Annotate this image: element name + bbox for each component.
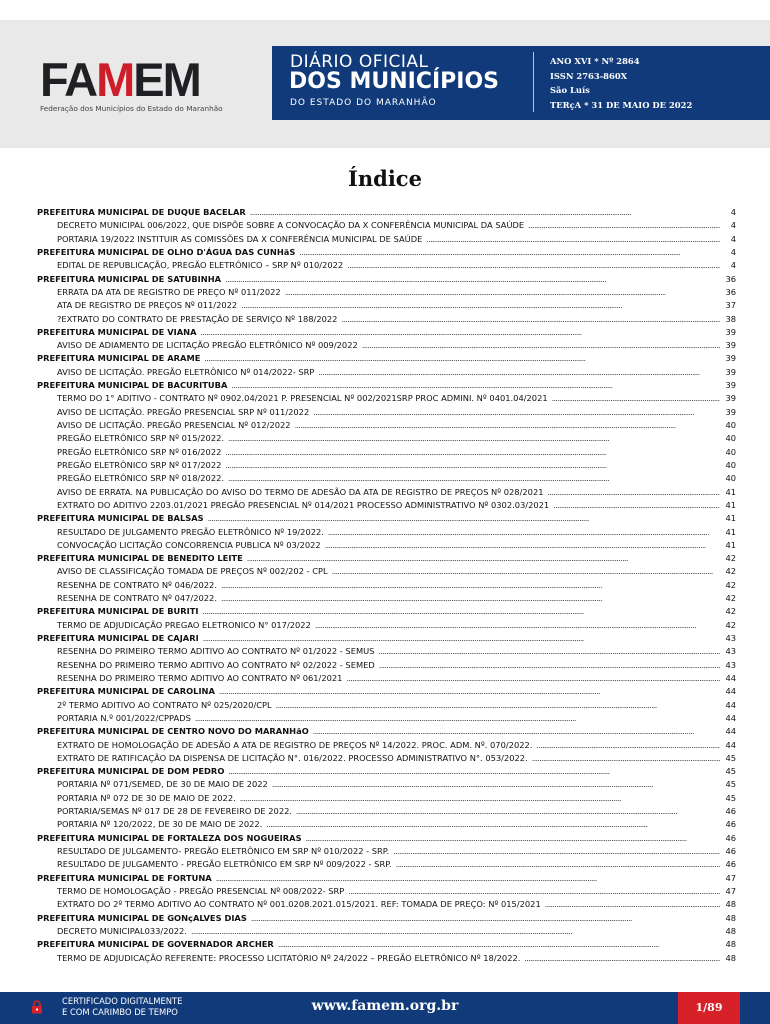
toc-page-number: 46 xyxy=(725,859,736,870)
toc-page-number: 39 xyxy=(725,380,736,391)
toc-dot-leader xyxy=(191,925,720,938)
toc-page-number: 47 xyxy=(725,872,736,883)
toc-entry-label: PREFEITURA MUNICIPAL DE SATUBINHA xyxy=(37,273,222,284)
toc-dot-leader xyxy=(532,752,720,765)
edition-number: ANO XVI * Nº 2864 xyxy=(550,56,640,66)
toc-page-number: 42 xyxy=(725,566,736,577)
toc-dot-leader xyxy=(272,778,720,791)
toc-entry-label: AVISO DE LICITAÇÃO. PREGÃO PRESENCIAL Nº 012/2022 xyxy=(57,420,291,430)
toc-entry-label: EXTRATO DE HOMOLOGAÇÃO DE ADESÃO A ATA DE REGISTRO DE PREÇOS Nº 14/2022. PROC. ADM. Nº. 070/2022. xyxy=(57,739,533,750)
toc-page-number: 42 xyxy=(725,593,736,604)
logo-part-3: EM xyxy=(133,53,200,106)
toc-section-entry[interactable] xyxy=(37,725,736,738)
toc-entry-label: PORTARIA/SEMAS Nº 017 DE 28 DE FEVEREIRO DE 2022. xyxy=(57,806,293,817)
toc-entry[interactable] xyxy=(37,539,736,552)
toc-dot-leader xyxy=(332,565,720,578)
toc-entry[interactable] xyxy=(37,752,736,765)
toc-dot-leader xyxy=(231,379,720,392)
toc-dot-leader xyxy=(203,632,720,645)
toc-dot-leader xyxy=(318,366,720,379)
toc-dot-leader xyxy=(328,526,720,539)
famem-logo xyxy=(40,53,240,116)
toc-page-number: 44 xyxy=(725,739,736,750)
toc-dot-leader xyxy=(195,712,720,725)
toc-entry-label: PORTARIA N.º 001/2022/CPPADS xyxy=(57,712,191,723)
toc-page-number: 41 xyxy=(725,526,736,537)
toc-entry-label: RESENHA DO PRIMEIRO TERMO ADITIVO AO CONTRATO Nº 01/2022 - SEMUS xyxy=(57,646,375,657)
diario-title-line1: DIÁRIO OFICIAL xyxy=(290,52,429,72)
toc-entry-label: PREFEITURA MUNICIPAL DE FORTALEZA DOS NOGUEIRAS xyxy=(37,832,302,843)
toc-section-entry[interactable] xyxy=(37,352,736,365)
toc-dot-leader xyxy=(426,233,720,246)
toc-page-number: 43 xyxy=(725,646,736,657)
toc-entry-label: PREFEITURA MUNICIPAL DE DOM PEDRO xyxy=(37,766,225,777)
toc-entry-label: RESULTADO DE JULGAMENTO PREGÃO ELETRÔNICO Nº 19/2022. xyxy=(57,526,324,537)
toc-entry-label: TERMO DO 1° ADITIVO - CONTRATO Nº 0902.04/2021 P. PRESENCIAL Nº 002/2021SRP PROC ADMINI. Nº 0401.04/2021 xyxy=(57,393,548,404)
toc-page-number: 4 xyxy=(730,260,736,271)
toc-entry[interactable] xyxy=(37,432,736,445)
toc-entry-label: DECRETO MUNICIPAL033/2022. xyxy=(57,925,187,936)
toc-dot-leader xyxy=(221,579,720,592)
toc-dot-leader xyxy=(266,818,720,831)
toc-entry-label: AVISO DE CLASSIFICAÇÃO TOMADA DE PREÇOS Nº 002/202 - CPL xyxy=(57,566,328,577)
toc-page-number: 42 xyxy=(725,579,736,590)
toc-entry-label: PREGÃO ELETRÔNICO SRP Nº 017/2022 xyxy=(57,459,222,470)
toc-entry-label: EDITAL DE REPUBLICAÇÃO, PREGÃO ELETRÔNICO – SRP Nº 010/2022 xyxy=(57,260,344,271)
toc-page-number: 48 xyxy=(725,925,736,936)
toc-section-entry[interactable] xyxy=(37,832,736,845)
toc-entry[interactable] xyxy=(37,526,736,539)
toc-page-number: 39 xyxy=(725,366,736,377)
toc-entry[interactable] xyxy=(37,313,736,326)
toc-entry-label: PREFEITURA MUNICIPAL DE CENTRO NOVO DO MARANHãO xyxy=(37,726,309,737)
toc-page-number: 4 xyxy=(730,246,736,257)
toc-entry-label: EXTRATO DO 2º TERMO ADITIVO AO CONTRATO Nº 001.0208.2021.015/2021. REF: TOMADA DE PREÇO: Nº 015/2021 xyxy=(57,899,541,910)
toc-page-number: 44 xyxy=(725,699,736,710)
toc-entry-label: PREFEITURA MUNICIPAL DE CAROLINA xyxy=(37,686,215,697)
toc-entry-label: PORTARIA Nº 120/2022, DE 30 DE MAIO DE 2022. xyxy=(57,819,263,830)
toc-entry[interactable] xyxy=(37,619,736,632)
toc-section-entry[interactable] xyxy=(37,326,736,339)
toc-entry-label: PREFEITURA MUNICIPAL DE FORTUNA xyxy=(37,872,212,883)
toc-page-number: 41 xyxy=(725,499,736,510)
toc-section-entry[interactable] xyxy=(37,912,736,925)
toc-entry-label: RESENHA DE CONTRATO Nº 047/2022. xyxy=(57,593,217,604)
toc-dot-leader xyxy=(325,539,720,552)
toc-entry-label: PREGÃO ELETRÔNICO SRP Nº 015/2022. xyxy=(57,433,225,444)
toc-page-number: 4 xyxy=(730,220,736,231)
toc-entry[interactable] xyxy=(37,858,736,871)
logo-subtitle: Federação dos Municípios do Estado do Maranhão xyxy=(40,104,223,113)
toc-page-number: 45 xyxy=(725,779,736,790)
toc-page-number: 48 xyxy=(725,912,736,923)
toc-dot-leader xyxy=(228,472,720,485)
toc-dot-leader xyxy=(553,499,720,512)
toc-dot-leader xyxy=(528,219,720,232)
toc-dot-leader xyxy=(250,206,720,219)
toc-dot-leader xyxy=(393,845,720,858)
logo-part-2: M xyxy=(96,53,134,106)
toc-page-number: 46 xyxy=(725,846,736,856)
toc-entry-label: 2º TERMO ADITIVO AO CONTRATO Nº 025/2020/CPL xyxy=(57,699,272,710)
toc-entry[interactable] xyxy=(37,472,736,485)
toc-entry[interactable] xyxy=(37,446,736,459)
toc-dot-leader xyxy=(313,725,720,738)
toc-dot-leader xyxy=(276,699,720,712)
toc-section-entry[interactable] xyxy=(37,246,736,259)
toc-entry-label: PREFEITURA MUNICIPAL DE CAJARI xyxy=(37,633,199,643)
toc-entry[interactable] xyxy=(37,339,736,352)
toc-page-number: 46 xyxy=(725,819,736,830)
toc-section-entry[interactable] xyxy=(37,206,736,219)
toc-dot-leader xyxy=(315,619,720,632)
toc-dot-leader xyxy=(299,246,720,259)
toc-dot-leader xyxy=(219,685,720,698)
toc-entry-label: PREGÃO ELETRÔNICO SRP Nº 016/2022 xyxy=(57,446,222,457)
toc-page-number: 38 xyxy=(725,313,736,324)
toc-entry[interactable] xyxy=(37,778,736,791)
toc-entry-label: PORTARIA Nº 071/SEMED, DE 30 DE MAIO DE 2022 xyxy=(57,779,268,790)
toc-entry-label: PREFEITURA MUNICIPAL DE BACURITUBA xyxy=(37,380,228,391)
toc-dot-leader xyxy=(348,885,720,898)
toc-entry[interactable] xyxy=(37,406,736,419)
table-of-contents xyxy=(37,206,736,965)
toc-entry[interactable] xyxy=(37,792,736,805)
toc-entry-label: PREGÃO ELETRÔNICO SRP Nº 018/2022. xyxy=(57,473,225,484)
toc-entry[interactable] xyxy=(37,565,736,578)
toc-entry-label: ERRATA DA ATA DE REGISTRO DE PREÇO Nº 011/2022 xyxy=(57,286,281,297)
toc-page-number: 43 xyxy=(725,633,736,643)
toc-page-number: 40 xyxy=(725,420,736,430)
toc-entry-label: PREFEITURA MUNICIPAL DE OLHO D'ÁGUA DAS CUNHãS xyxy=(37,246,296,257)
toc-entry[interactable] xyxy=(37,925,736,938)
toc-entry-label: PREFEITURA MUNICIPAL DE GONçALVES DIAS xyxy=(37,912,247,923)
toc-page-number: 41 xyxy=(725,539,736,550)
toc-page-number: 39 xyxy=(725,406,736,417)
toc-dot-leader xyxy=(306,832,720,845)
toc-dot-leader xyxy=(216,872,720,885)
toc-entry[interactable] xyxy=(37,486,736,499)
toc-dot-leader xyxy=(379,659,720,672)
edition-city: São Luís xyxy=(550,85,590,95)
toc-page-number: 36 xyxy=(725,286,736,297)
toc-entry-label: AVISO DE ADIAMENTO DE LICITAÇÃO PREGÃO ELETRÔNICO Nº 009/2022 xyxy=(57,340,358,351)
toc-page-number: 48 xyxy=(725,952,736,963)
toc-dot-leader xyxy=(204,352,720,365)
toc-dot-leader xyxy=(225,273,720,286)
toc-section-entry[interactable] xyxy=(37,632,736,645)
toc-entry[interactable] xyxy=(37,286,736,299)
toc-entry-label: RESULTADO DE JULGAMENTO- PREGÃO ELETRÔNICO EM SRP Nº 010/2022 - SRP. xyxy=(57,846,390,856)
toc-entry[interactable] xyxy=(37,712,736,725)
toc-page-number: 45 xyxy=(725,752,736,763)
toc-dot-leader xyxy=(278,938,720,951)
toc-dot-leader xyxy=(536,739,720,752)
logo-part-1: FA xyxy=(40,53,97,106)
toc-dot-leader xyxy=(396,858,720,871)
toc-dot-leader xyxy=(225,446,720,459)
toc-entry[interactable] xyxy=(37,898,736,911)
logo-wordmark xyxy=(40,53,240,106)
toc-entry[interactable] xyxy=(37,805,736,818)
toc-page-number: 42 xyxy=(725,606,736,617)
toc-entry[interactable] xyxy=(37,499,736,512)
toc-page-number: 48 xyxy=(725,939,736,950)
toc-entry[interactable] xyxy=(37,885,736,898)
diario-oficial-banner xyxy=(272,46,770,120)
banner-divider xyxy=(533,52,534,112)
toc-entry[interactable] xyxy=(37,259,736,272)
toc-page-number: 46 xyxy=(725,806,736,817)
toc-entry-label: AVISO DE LICITAÇÃO. PREGÃO PRESENCIAL SRP Nº 011/2022 xyxy=(57,406,310,417)
toc-section-entry[interactable] xyxy=(37,605,736,618)
toc-dot-leader xyxy=(241,299,720,312)
toc-page-number: 37 xyxy=(725,300,736,311)
toc-page-number: 44 xyxy=(725,726,736,737)
toc-dot-leader xyxy=(296,805,720,818)
toc-entry-label: PREFEITURA MUNICIPAL DE ARAME xyxy=(37,353,201,364)
toc-entry-label: TERMO DE ADJUDICAÇÃO REFERENTE: PROCESSO LICITATÓRIO Nº 24/2022 – PREGÃO ELETRÔNICO Nº 18/2022. xyxy=(57,952,521,963)
toc-dot-leader xyxy=(362,339,720,352)
edition-issn: ISSN 2763-860X xyxy=(550,70,628,81)
toc-page-number: 40 xyxy=(725,446,736,457)
toc-dot-leader xyxy=(548,486,721,499)
toc-entry-label: ATA DE REGISTRO DE PREÇOS Nº 011/2022 xyxy=(57,300,238,311)
toc-page-number: 47 xyxy=(725,885,736,896)
toc-page-number: 40 xyxy=(725,433,736,444)
toc-page-number: 46 xyxy=(725,832,736,843)
toc-entry[interactable] xyxy=(37,419,736,432)
toc-entry-label: RESENHA DO PRIMEIRO TERMO ADITIVO AO CONTRATO Nº 061/2021 xyxy=(57,672,343,683)
toc-entry-label: AVISO DE ERRATA. NA PUBLICAÇÃO DO AVISO DO TERMO DE ADESÃO DA ATA DE REGISTRO DE PREÇOS Nº 028/2021 xyxy=(57,486,544,497)
toc-entry-label: PORTARIA 19/2022 INSTITUIR AS COMISSÕES DA X CONFERÊNCIA MUNICIPAL DE SAÚDE xyxy=(57,233,423,244)
toc-page-number: 40 xyxy=(725,473,736,484)
toc-dot-leader xyxy=(240,792,720,805)
toc-page-number: 40 xyxy=(725,459,736,470)
toc-section-entry[interactable] xyxy=(37,872,736,885)
toc-section-entry[interactable] xyxy=(37,938,736,951)
toc-page-number: 39 xyxy=(725,326,736,337)
toc-page-number: 39 xyxy=(725,393,736,404)
toc-entry-label: ?EXTRATO DO CONTRATO DE PRESTAÇÃO DE SERVIÇO Nº 188/2022 xyxy=(57,313,338,324)
toc-dot-leader xyxy=(524,952,720,965)
page-number: 1/89 xyxy=(695,1001,723,1014)
toc-page-number: 44 xyxy=(725,686,736,697)
cert-line-1: CERTIFICADO DIGITALMENTE xyxy=(62,996,183,1006)
toc-page-number: 4 xyxy=(730,207,736,217)
toc-entry[interactable] xyxy=(37,699,736,712)
toc-entry-label: TERMO DE HOMOLOGAÇÃO - PREGÃO PRESENCIAL Nº 008/2022- SRP xyxy=(57,885,345,896)
toc-dot-leader xyxy=(346,672,720,685)
toc-dot-leader xyxy=(221,592,720,605)
cert-line-2: E COM CARIMBO DE TEMPO xyxy=(62,1007,178,1017)
toc-page-number: 42 xyxy=(725,553,736,564)
toc-dot-leader xyxy=(295,419,720,432)
toc-page-number: 44 xyxy=(725,712,736,723)
toc-entry[interactable] xyxy=(37,818,736,831)
toc-entry[interactable] xyxy=(37,579,736,592)
toc-dot-leader xyxy=(208,512,720,525)
diario-title-line2: DOS MUNICÍPIOS xyxy=(289,69,500,94)
toc-page-number: 48 xyxy=(725,899,736,910)
toc-page-number: 4 xyxy=(730,233,736,244)
toc-dot-leader xyxy=(247,552,720,565)
toc-entry-label: EXTRATO DO ADITIVO 2203.01/2021 PREGÃO PRESENCIAL Nº 014/2021 PROCESSO ADMINISTRATIVO Nº 0302.03/2021 xyxy=(57,499,550,510)
toc-dot-leader xyxy=(201,326,720,339)
toc-entry-label: TERMO DE ADJUDICAÇÃO PREGAO ELETRONICO N° 017/2022 xyxy=(57,619,311,630)
toc-entry-label: AVISO DE LICITAÇÃO. PREGÃO ELETRÔNICO Nº 014/2022- SRP xyxy=(57,366,315,377)
toc-entry-label: PREFEITURA MUNICIPAL DE BENEDITO LEITE xyxy=(37,553,243,564)
toc-dot-leader xyxy=(251,912,720,925)
toc-entry[interactable] xyxy=(37,592,736,605)
toc-page-number: 41 xyxy=(725,486,736,497)
toc-dot-leader xyxy=(378,645,720,658)
toc-entry[interactable] xyxy=(37,366,736,379)
toc-entry-label: EXTRATO DE RATIFICAÇÃO DA DISPENSA DE LICITAÇÃO N°. 016/2022. PROCESSO ADMINISTRATIVO N°. 053/2022. xyxy=(57,752,528,763)
toc-page-number: 42 xyxy=(725,619,736,630)
toc-entry[interactable] xyxy=(37,299,736,312)
edition-date: TERçA * 31 DE MAIO DE 2022 xyxy=(550,99,693,110)
toc-section-entry[interactable] xyxy=(37,685,736,698)
toc-entry-label: PREFEITURA MUNICIPAL DE BURITI xyxy=(37,606,199,617)
toc-entry-label: RESENHA DE CONTRATO Nº 046/2022. xyxy=(57,579,217,590)
toc-dot-leader xyxy=(228,765,720,778)
toc-page-number: 41 xyxy=(725,513,736,524)
toc-entry[interactable] xyxy=(37,672,736,685)
toc-entry[interactable] xyxy=(37,219,736,232)
toc-section-entry[interactable] xyxy=(37,273,736,286)
toc-entry-label: PREFEITURA MUNICIPAL DE BALSAS xyxy=(37,513,204,524)
toc-dot-leader xyxy=(285,286,720,299)
toc-entry-label: DECRETO MUNICIPAL 006/2022, QUE DISPÕE SOBRE A CONVOCAÇÃO DA X CONFERÊNCIA MUNICIPAL DA SAÚDE xyxy=(57,220,525,231)
toc-page-number: 45 xyxy=(725,792,736,803)
toc-page-number: 39 xyxy=(725,353,736,364)
toc-dot-leader xyxy=(203,605,721,618)
page-title: Índice xyxy=(348,166,422,191)
toc-dot-leader xyxy=(225,459,720,472)
toc-page-number: 44 xyxy=(725,672,736,683)
toc-entry[interactable] xyxy=(37,233,736,246)
toc-entry-label: RESULTADO DE JULGAMENTO - PREGÃO ELETRÔNICO EM SRP Nº 009/2022 - SRP. xyxy=(57,859,392,870)
toc-entry[interactable] xyxy=(37,845,736,858)
diario-title-line3: DO ESTADO DO MARANHÃO xyxy=(290,98,437,108)
toc-entry[interactable] xyxy=(37,645,736,658)
footer-bar xyxy=(0,992,770,1024)
website-link[interactable]: www.famem.org.br xyxy=(311,998,459,1014)
toc-entry-label: PREFEITURA MUNICIPAL DE GOVERNADOR ARCHER xyxy=(37,939,274,950)
toc-page-number: 39 xyxy=(725,340,736,351)
toc-dot-leader xyxy=(552,392,720,405)
toc-dot-leader xyxy=(228,432,720,445)
toc-entry-label: PREFEITURA MUNICIPAL DE DUQUE BACELAR xyxy=(37,207,246,217)
toc-dot-leader xyxy=(313,406,720,419)
toc-entry-label: CONVOCAÇÃO LICITAÇÃO CONCORRENCIA PUBLICA Nº 03/2022 xyxy=(57,539,321,550)
toc-section-entry[interactable] xyxy=(37,552,736,565)
toc-page-number: 43 xyxy=(725,659,736,670)
toc-entry[interactable] xyxy=(37,659,736,672)
edition-info xyxy=(550,54,692,112)
toc-entry-label: RESENHA DO PRIMEIRO TERMO ADITIVO AO CONTRATO Nº 02/2022 - SEMED xyxy=(57,659,375,670)
toc-entry-label: PREFEITURA MUNICIPAL DE VIANA xyxy=(37,326,197,337)
toc-entry[interactable] xyxy=(37,952,736,965)
toc-dot-leader xyxy=(545,898,720,911)
toc-page-number: 36 xyxy=(725,273,736,284)
toc-page-number: 45 xyxy=(725,766,736,777)
toc-entry-label: PORTARIA Nº 072 DE 30 DE MAIO DE 2022. xyxy=(57,792,236,803)
toc-dot-leader xyxy=(347,259,720,272)
page-indicator xyxy=(678,992,740,1024)
toc-entry[interactable] xyxy=(37,392,736,405)
toc-section-entry[interactable] xyxy=(37,765,736,778)
toc-section-entry[interactable] xyxy=(37,379,736,392)
toc-entry[interactable] xyxy=(37,459,736,472)
toc-section-entry[interactable] xyxy=(37,512,736,525)
toc-entry[interactable] xyxy=(37,739,736,752)
toc-dot-leader xyxy=(341,313,720,326)
